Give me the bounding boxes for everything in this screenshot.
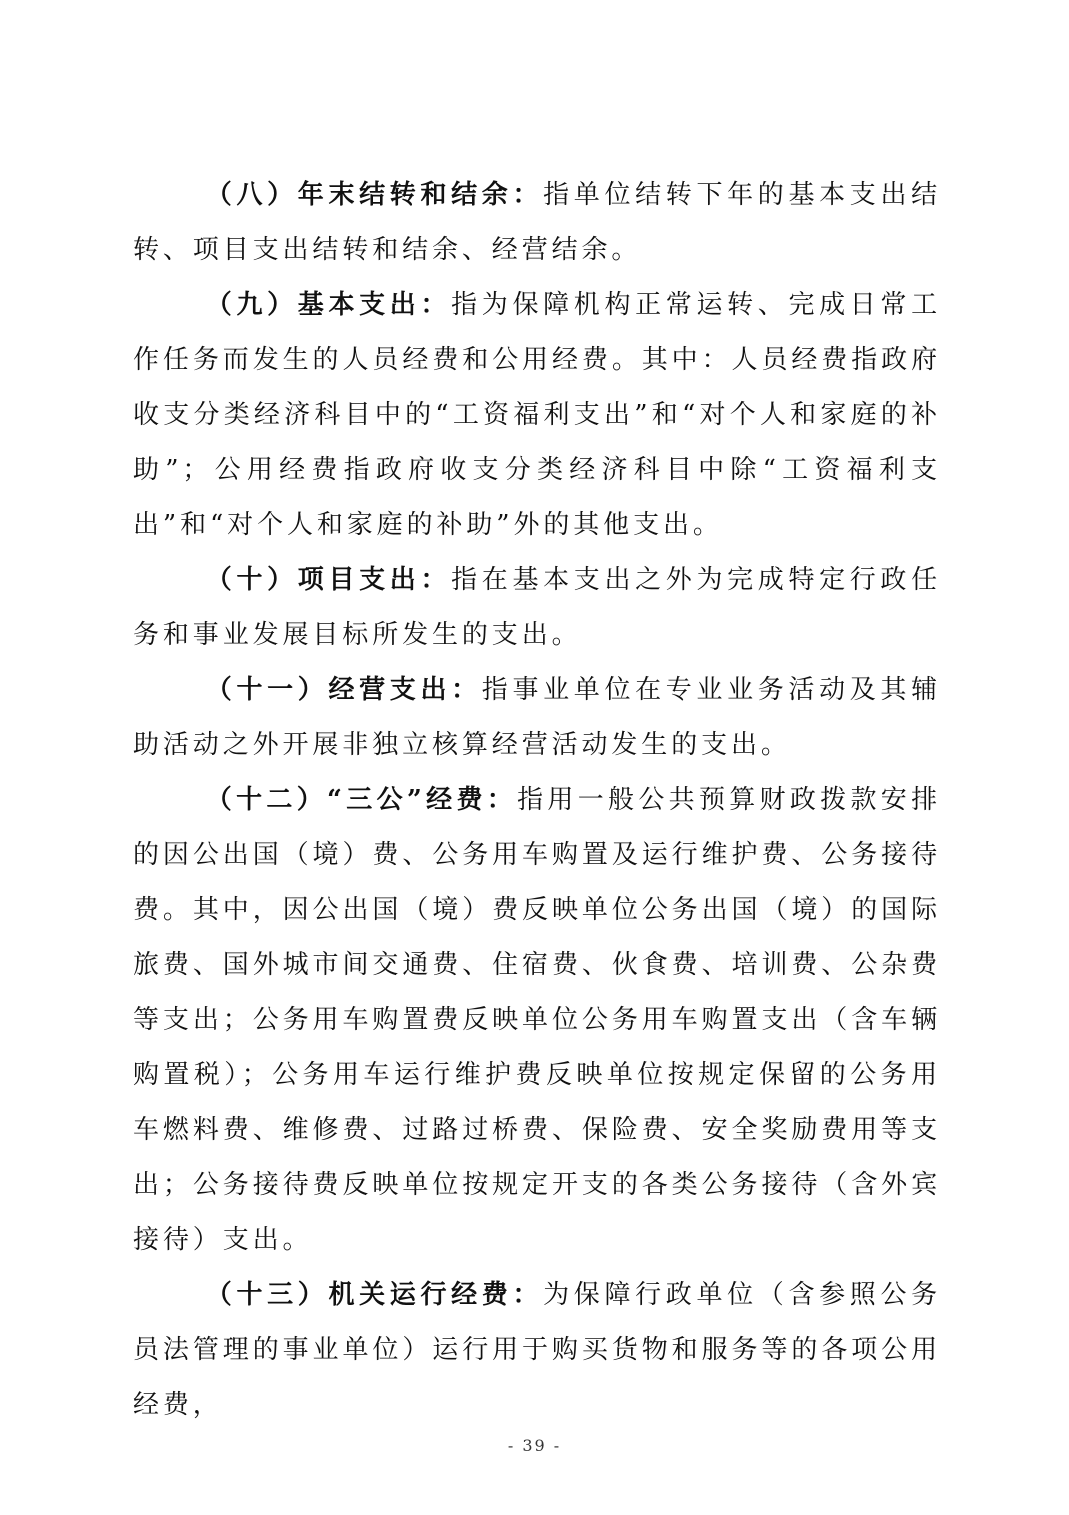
definition-year-end-carryover: 指单位结转下年的基本支出结转、项目支出结转和结余、经营结余。 [133, 180, 942, 265]
definition-three-public-expenses: 指用一般公共预算财政拨款安排的因公出国（境）费、公务用车购置及运行维护费、公务接待费。其中，因公出国（境）费反映单位公务出国（境）的国际旅费、国外城市间交通费、住宿费、伙食费、培训费、公杂费等支出；公务用车购置费反映单位公务用车购置支出（含车辆购置税）；公务用车运行维护费反映单位按规定保留的公务用车燃料费、维修费、过路过桥费、保险费、安全奖励费用等支出；公务接待费反映单位按规定开支的各类公务接待（含外宾接待）支出。 [133, 785, 941, 1255]
paragraph-year-end-carryover [133, 168, 941, 278]
page-number: - 39 - [507, 1436, 562, 1455]
definition-basic-expenditure: 指为保障机构正常运转、完成日常工作任务而发生的人员经费和公用经费。其中：人员经费指政府收支分类经济科目中的“工资福利支出”和“对个人和家庭的补助”；公用经费指政府收支分类经济科目中除“工资福利支出”和“对个人和家庭的补助”外的其他支出。 [133, 290, 941, 540]
term-year-end-carryover: （八）年末结转和结余： [205, 180, 544, 210]
paragraph-three-public-expenses [133, 773, 941, 1268]
paragraph-operating-expenditure [133, 663, 941, 773]
definition-project-expenditure: 指在基本支出之外为完成特定行政任务和事业发展目标所发生的支出。 [133, 565, 941, 650]
term-project-expenditure: （十）项目支出： [205, 565, 452, 595]
term-agency-operating-funds: （十三）机关运行经费： [205, 1280, 544, 1310]
paragraph-basic-expenditure [133, 278, 941, 553]
document-body [133, 168, 941, 1433]
term-operating-expenditure: （十一）经营支出： [205, 675, 482, 705]
term-three-public-expenses: （十二）“三公”经费： [205, 785, 518, 815]
term-basic-expenditure: （九）基本支出： [205, 290, 452, 320]
paragraph-project-expenditure [133, 553, 941, 663]
definition-operating-expenditure: 指事业单位在专业业务活动及其辅助活动之外开展非独立核算经营活动发生的支出。 [133, 675, 941, 760]
definition-agency-operating-funds: 为保障行政单位（含参照公务员法管理的事业单位）运行用于购买货物和服务等的各项公用经费， [133, 1280, 942, 1420]
paragraph-agency-operating-funds [133, 1268, 941, 1433]
